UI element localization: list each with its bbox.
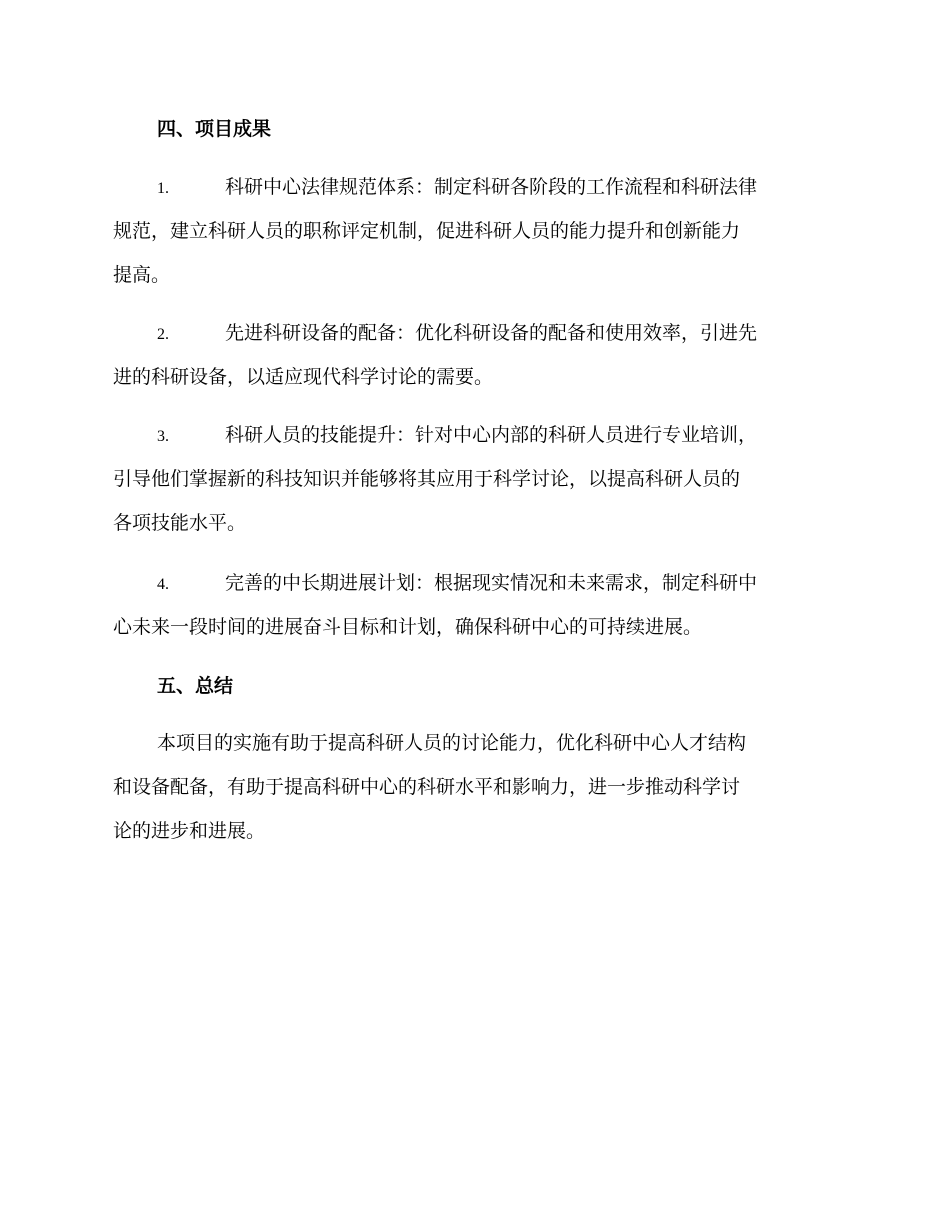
list-item-text: 科研人员的技能提升：针对中心内部的科研人员进行专业培训， — [225, 424, 758, 446]
paragraph-line: 和设备配备，有助于提高科研中心的科研水平和影响力，进一步推动科学讨 — [113, 776, 741, 798]
paragraph-text: 本项目的实施有助于提高科研人员的讨论能力，优化科研中心人才结构 — [157, 732, 747, 754]
list-item-number: 1. — [157, 180, 169, 197]
list-item-number: 2. — [157, 326, 169, 343]
list-item-line: 引导他们掌握新的科技知识并能够将其应用于科学讨论，以提高科研人员的 — [113, 468, 741, 490]
list-item-number: 4. — [157, 576, 169, 593]
section-heading-results: 四、项目成果 — [157, 118, 272, 140]
list-item-line: 规范，建立科研人员的职称评定机制，促进科研人员的能力提升和创新能力 — [113, 220, 741, 242]
list-item-line — [113, 413, 853, 457]
list-item-line — [113, 561, 853, 605]
list-item-line: 提高。 — [113, 264, 171, 286]
summary-paragraph — [113, 721, 853, 853]
list-item-1 — [113, 165, 853, 297]
list-item-number: 3. — [157, 428, 169, 445]
list-item-2 — [113, 311, 853, 399]
list-item-text: 完善的中长期进展计划：根据现实情况和未来需求，制定科研中 — [225, 572, 758, 594]
list-item-3 — [113, 413, 853, 545]
list-item-4 — [113, 561, 853, 649]
list-item-text: 科研中心法律规范体系：制定科研各阶段的工作流程和科研法律 — [225, 176, 758, 198]
section-heading-summary: 五、总结 — [157, 675, 234, 697]
list-item-line: 各项技能水平。 — [113, 512, 247, 534]
list-item-line: 心未来一段时间的进展奋斗目标和计划，确保科研中心的可持续进展。 — [113, 616, 703, 638]
paragraph-line: 论的进步和进展。 — [113, 820, 266, 842]
list-item-line — [113, 165, 853, 209]
list-item-line: 进的科研设备，以适应现代科学讨论的需要。 — [113, 366, 494, 388]
list-item-text: 先进科研设备的配备：优化科研设备的配备和使用效率，引进先 — [225, 322, 758, 344]
paragraph-line — [113, 721, 853, 765]
list-item-line — [113, 311, 853, 355]
